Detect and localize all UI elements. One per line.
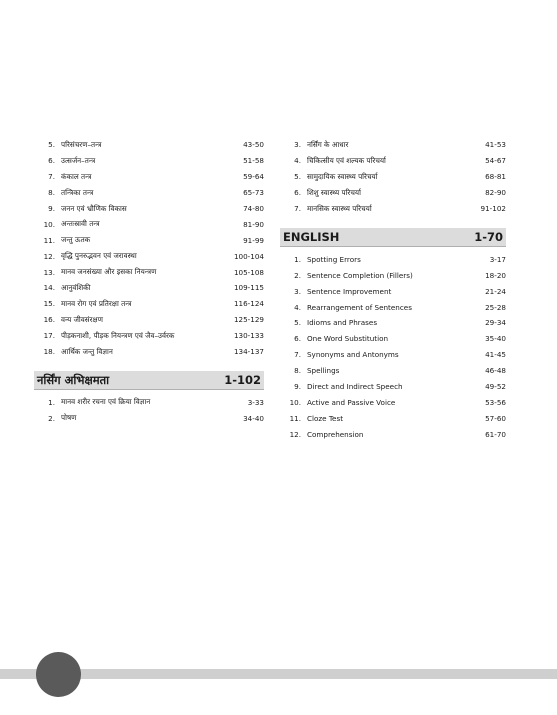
toc-row-label: Direct and Indirect Speech [307, 382, 403, 392]
toc-row [34, 232, 264, 248]
toc-row-pages: 53-56 [485, 397, 506, 407]
toc-row-number: 18. [43, 347, 55, 357]
toc-row-number: 1. [294, 254, 301, 264]
toc-row [280, 410, 506, 426]
toc-row-pages: 49-52 [485, 382, 506, 392]
section-header-nursing-aptitude [34, 371, 264, 390]
toc-row-number: 10. [43, 219, 55, 229]
toc-row-label: Sentence Completion (Fillers) [307, 270, 413, 280]
toc-row-label: वृद्धि पुनरुद्भवन एवं जरावस्था [61, 251, 137, 261]
toc-row-label: मानव शरीर रचना एवं क्रिया विज्ञान [61, 397, 151, 407]
toc-row [34, 264, 264, 280]
toc-row-number: 12. [43, 251, 55, 261]
toc-row-label: Comprehension [307, 429, 364, 439]
toc-row-number: 6. [48, 156, 55, 166]
toc-row-pages: 54-67 [485, 156, 506, 166]
toc-row-pages: 81-90 [243, 219, 264, 229]
toc-row [280, 137, 506, 153]
toc-row-pages: 59-64 [243, 172, 264, 182]
page-number-circle [36, 652, 81, 697]
toc-list-english [280, 251, 506, 442]
toc-row [280, 379, 506, 395]
toc-row-label: मानव जनसंख्या और इसका नियन्त्रण [61, 267, 157, 277]
toc-row-number: 15. [43, 299, 55, 309]
toc-row-number: 11. [289, 413, 301, 423]
toc-row [34, 169, 264, 185]
toc-row-pages: 91-99 [243, 235, 264, 245]
toc-row-number: 7. [294, 350, 301, 360]
toc-row [280, 394, 506, 410]
toc-row-pages: 41-45 [485, 350, 506, 360]
toc-row-pages: 116-124 [233, 299, 264, 309]
toc-row-number: 10. [289, 397, 301, 407]
toc-row-label: Sentence Improvement [307, 286, 392, 296]
toc-row-pages: 74-80 [243, 204, 264, 213]
toc-row [280, 315, 506, 331]
toc-row-label: Spotting Errors [307, 254, 361, 264]
section-pages: 1-102 [224, 373, 261, 388]
toc-row [34, 201, 264, 217]
toc-row-label: परिसंचरण–तन्त्र [61, 139, 102, 149]
toc-row [280, 201, 506, 217]
toc-row-label: मानसिक स्वास्थ्य परिचर्या [307, 203, 372, 213]
toc-row-pages: 134-137 [233, 347, 264, 357]
toc-row-pages: 105-108 [233, 267, 264, 277]
toc-row-number: 6. [294, 334, 301, 344]
toc-row [280, 185, 506, 201]
toc-row-label: जन्तु ऊतक [61, 235, 91, 245]
toc-row [34, 185, 264, 201]
toc-row [280, 426, 506, 442]
toc-row-label: आर्थिक जन्तु विज्ञान [61, 346, 113, 356]
toc-row-label: Spellings [307, 366, 340, 376]
toc-list-nursing-aptitude [34, 394, 264, 426]
toc-row-number: 4. [294, 302, 301, 312]
toc-row [34, 328, 264, 344]
toc-row [34, 248, 264, 264]
toc-row-label: Idioms and Phrases [307, 318, 378, 328]
toc-row-number: 11. [43, 235, 55, 245]
toc-row [280, 283, 506, 299]
toc-row-number: 9. [294, 382, 301, 392]
toc-left-column [34, 137, 264, 426]
toc-row-pages: 25-28 [485, 302, 506, 312]
toc-row [280, 169, 506, 185]
toc-row-pages: 41-53 [485, 140, 506, 150]
toc-row-pages: 68-81 [485, 172, 506, 182]
toc-row-label: आनुवंशिकी [61, 282, 91, 292]
toc-row [34, 312, 264, 328]
toc-row-label: शिशु स्वास्थ्य परिचर्या [307, 187, 361, 197]
toc-row-pages: 21-24 [485, 286, 506, 296]
toc-row-label: जनन एवं भ्रौणिक विकास [61, 203, 127, 213]
toc-row-label: Active and Passive Voice [307, 397, 396, 407]
toc-row [34, 137, 264, 153]
toc-row-pages: 18-20 [485, 270, 506, 280]
toc-row-number: 5. [294, 172, 301, 182]
section-pages: 1-70 [474, 230, 503, 245]
toc-row-number: 13. [43, 267, 55, 277]
toc-row-pages: 29-34 [485, 318, 506, 328]
toc-row-number: 16. [43, 315, 55, 325]
toc-row-pages: 109-115 [233, 283, 264, 293]
toc-row-number: 14. [43, 283, 55, 293]
toc-row [34, 296, 264, 312]
toc-row [34, 216, 264, 232]
toc-row-number: 3. [294, 286, 301, 296]
section-header-english [280, 228, 506, 247]
toc-row-label: मानव रोग एवं प्रतिरक्षा तन्त्र [61, 298, 132, 308]
toc-row-pages: 100-104 [233, 251, 264, 261]
toc-row-label: Rearrangement of Sentences [307, 302, 412, 312]
toc-row-label: सामुदायिक स्वास्थ्य परिचर्या [307, 171, 378, 181]
toc-row [280, 153, 506, 169]
toc-row-label: Synonyms and Antonyms [307, 350, 399, 360]
toc-row-number: 8. [294, 366, 301, 376]
toc-row-label: One Word Substitution [307, 334, 389, 344]
toc-row-label: तन्त्रिका तन्त्र [61, 187, 94, 197]
toc-row-number: 8. [48, 188, 55, 198]
toc-row-label: उत्सर्जन–तन्त्र [61, 155, 96, 165]
toc-row-pages: 3-17 [489, 254, 506, 264]
toc-row-number: 7. [48, 172, 55, 182]
toc-row-pages: 34-40 [243, 413, 264, 423]
toc-row-label: पीड़कनाशी, पीड़क नियन्त्रण एवं जैव–उर्वरक [61, 330, 175, 340]
toc-row-pages: 65-73 [243, 188, 264, 198]
toc-row [280, 251, 506, 267]
toc-list-nursing-continued [280, 137, 506, 216]
toc-row-pages: 57-60 [485, 413, 506, 423]
toc-row-number: 2. [294, 270, 301, 280]
toc-row-number: 6. [294, 188, 301, 198]
toc-row [34, 280, 264, 296]
toc-row-number: 5. [48, 140, 55, 150]
toc-row-number: 1. [48, 397, 55, 407]
toc-row-pages: 125-129 [233, 315, 264, 325]
toc-row-pages: 43-50 [243, 140, 264, 150]
toc-row-label: पोषण [61, 413, 77, 423]
toc-row-label: कंकाल तन्त्र [61, 171, 92, 181]
toc-row-pages: 3-33 [247, 397, 264, 407]
toc-row-pages: 35-40 [485, 334, 506, 344]
footer-bar [0, 669, 557, 679]
toc-row [34, 344, 264, 360]
toc-row-number: 4. [294, 156, 301, 166]
toc-row [280, 267, 506, 283]
toc-row-label: वन्य जीवसंरक्षण [61, 314, 103, 324]
toc-row [280, 363, 506, 379]
toc-row-pages: 61-70 [485, 429, 506, 439]
toc-row-label: Cloze Test [307, 413, 344, 423]
toc-row-pages: 46-48 [485, 366, 506, 376]
toc-row-pages: 82-90 [485, 188, 506, 198]
section-title: नर्सिंग अभिक्षमता [37, 372, 110, 387]
toc-row-number: 7. [294, 204, 301, 213]
toc-row-pages: 91-102 [480, 204, 506, 213]
toc-row-number: 3. [294, 140, 301, 150]
section-title: ENGLISH [283, 230, 340, 245]
toc-row-number: 17. [43, 331, 55, 341]
toc-row-number: 5. [294, 318, 301, 328]
toc-row-number: 9. [48, 204, 55, 213]
toc-row-pages: 51-58 [243, 156, 264, 166]
toc-row-label: नर्सिंग के आधार [307, 139, 349, 149]
toc-row-label: चिकित्सीय एवं शल्यक परिचर्या [307, 155, 386, 165]
toc-row-pages: 130-133 [233, 331, 264, 341]
toc-list-biology [34, 137, 264, 359]
toc-row [34, 153, 264, 169]
toc-row-number: 12. [289, 429, 301, 439]
toc-right-column [280, 137, 506, 442]
toc-row [34, 410, 264, 426]
toc-row [280, 331, 506, 347]
toc-row [34, 394, 264, 410]
toc-row [280, 299, 506, 315]
toc-row-number: 2. [48, 413, 55, 423]
toc-row [280, 347, 506, 363]
toc-row-label: अन्तःस्रावी तन्त्र [61, 219, 100, 229]
